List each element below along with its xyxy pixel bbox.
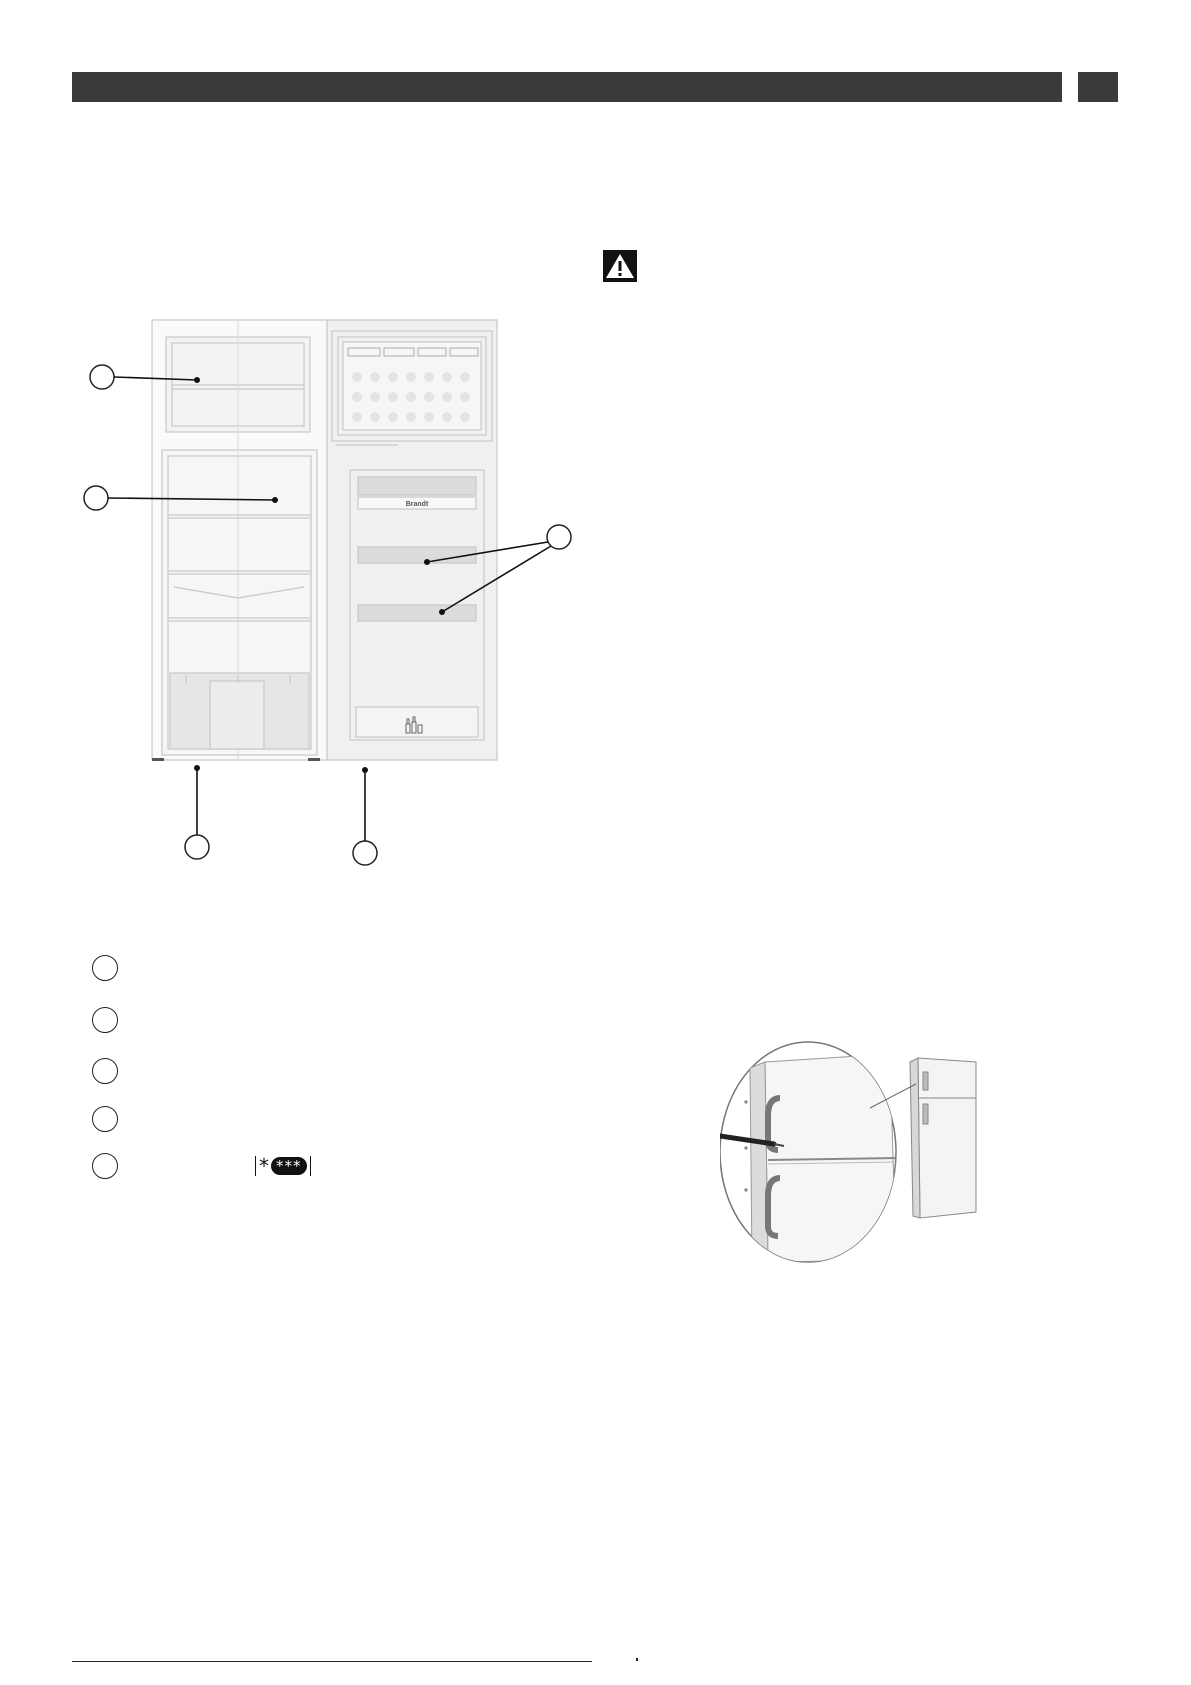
three-star-badge: *** [271, 1157, 307, 1175]
fridge-cabinet [152, 320, 327, 760]
callout-circle [84, 486, 108, 510]
warning-triangle-icon [603, 250, 637, 282]
header-bar [72, 72, 1062, 102]
fridge-interior-diagram [78, 315, 586, 875]
freezer-star-rating-icon [255, 1156, 311, 1176]
fridge-door [327, 320, 497, 760]
header-page-tab [1078, 72, 1118, 102]
legend-circle [92, 1007, 118, 1033]
legend-circle [92, 1106, 118, 1132]
callout-circle [90, 365, 114, 389]
legend-circle [92, 1153, 118, 1179]
legend-circle [92, 955, 118, 981]
legend-circle [92, 1058, 118, 1084]
footer-mark [636, 1658, 638, 1661]
brand-label: Brandt [405, 501, 429, 508]
snowflake-star: * [259, 1154, 269, 1178]
door-handle-illustration [720, 1040, 980, 1265]
callout-circle [185, 835, 209, 859]
footer-rule [72, 1661, 592, 1662]
callout-circle [353, 841, 377, 865]
small-fridge [910, 1058, 976, 1218]
zoomed-door [745, 1054, 896, 1262]
